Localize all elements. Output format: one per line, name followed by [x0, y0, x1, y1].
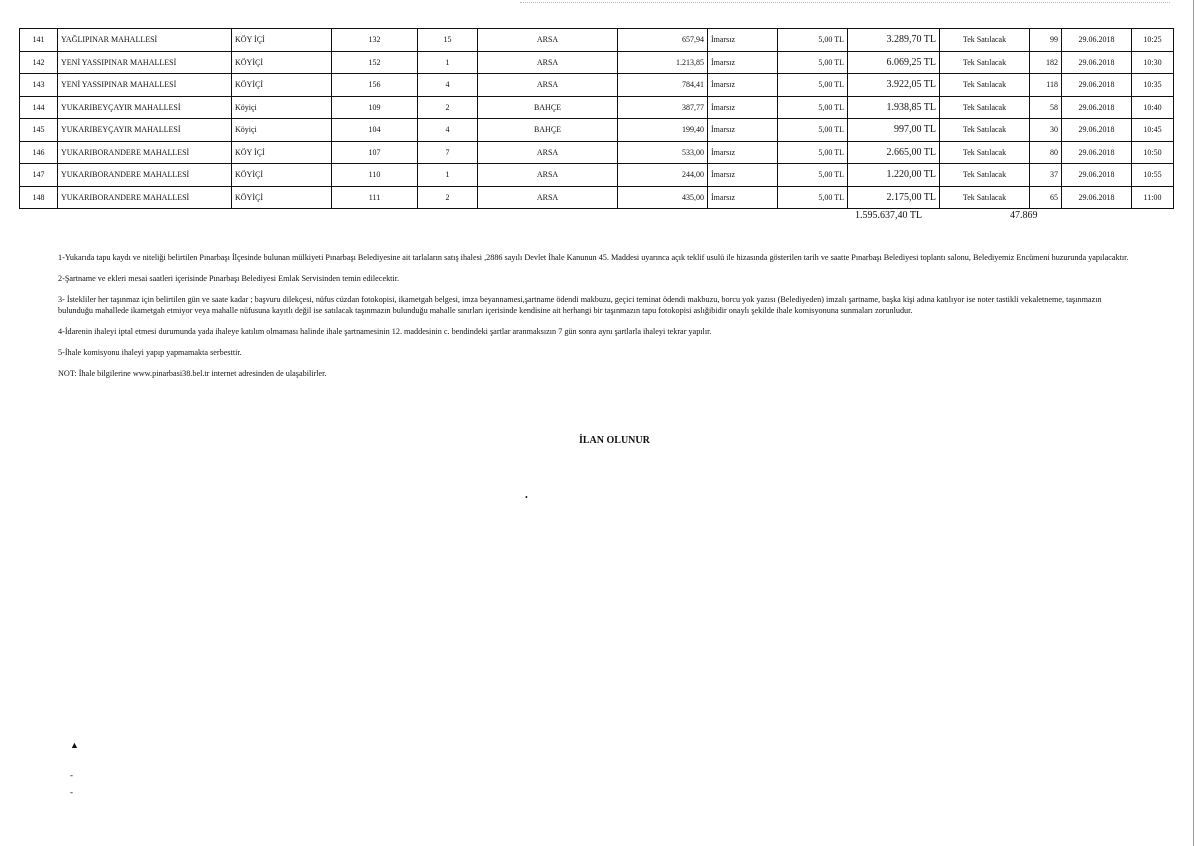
cell-area: 1.213,85 [618, 51, 708, 74]
cell-parcel-no: 2 [418, 96, 478, 119]
cell-zoning-status: İmarsız [708, 74, 778, 97]
cell-parcel-no: 15 [418, 29, 478, 52]
cell-area: 435,00 [618, 186, 708, 209]
cell-block-no: 109 [332, 96, 418, 119]
cell-area: 199,40 [618, 119, 708, 142]
cell-estimated-price: 3.289,70 TL [848, 29, 940, 52]
cell-area: 784,41 [618, 74, 708, 97]
cell-property-type: ARSA [478, 74, 618, 97]
cell-unit-price: 5,00 TL [778, 29, 848, 52]
cell-neighborhood: YAĞLIPINAR MAHALLESİ [58, 29, 232, 52]
cell-zoning-status: İmarsız [708, 164, 778, 187]
cell-zoning-status: İmarsız [708, 119, 778, 142]
cell-unit-price: 5,00 TL [778, 74, 848, 97]
triangle-mark-icon: ▲ [70, 740, 79, 750]
cell-block-no: 107 [332, 141, 418, 164]
cell-auction-date: 29.06.2018 [1062, 164, 1132, 187]
cell-location-type: KÖY İÇİ [232, 29, 332, 52]
cell-zoning-status: İmarsız [708, 186, 778, 209]
cell-zoning-status: İmarsız [708, 29, 778, 52]
note-1: 1-Yukarıda tapu kaydı ve niteliği belirtilen Pınarbaşı İlçesinde bulunan mülkiyeti Pınarbaşı Belediyesine ait tarlaların satış ihalesi ,2886 sayılı Devlet İhale Kanunun 45. Maddesi uyarınca açık teklif usulü ile hizasında gösterilen tarih ve saatte Pınarbaşı Belediyesi toplantı salonu, Belediyemiz Encümeni huzurunda yapılacaktır. [58, 253, 1129, 262]
cell-auction-time: 10:35 [1132, 74, 1174, 97]
cell-location-type: Köyiçi [232, 96, 332, 119]
cell-sale-type: Tek Satılacak [940, 119, 1030, 142]
closing-heading: İLAN OLUNUR [579, 435, 650, 446]
table-row [20, 29, 1174, 52]
cell-auction-date: 29.06.2018 [1062, 74, 1132, 97]
cell-auction-date: 29.06.2018 [1062, 51, 1132, 74]
cell-auction-time: 10:30 [1132, 51, 1174, 74]
cell-unit-price: 5,00 TL [778, 186, 848, 209]
cell-block-no: 132 [332, 29, 418, 52]
dash-mark-1: - [70, 770, 73, 780]
cell-location-type: KÖYİÇİ [232, 164, 332, 187]
cell-row-number: 146 [20, 141, 58, 164]
table-row [20, 96, 1174, 119]
cell-parcel-no: 2 [418, 186, 478, 209]
cell-block-no: 111 [332, 186, 418, 209]
cell-neighborhood: YUKARIBORANDERE MAHALLESİ [58, 186, 232, 209]
cell-estimated-price: 1.938,85 TL [848, 96, 940, 119]
cell-unit-price: 5,00 TL [778, 141, 848, 164]
note-3: 3- İstekliler her taşınmaz için belirtilen gün ve saate kadar ; başvuru dilekçesi, nüfus cüzdan fotokopisi, ikametgah belgesi, imza beyannamesi,şartname ödendi makbuzu, geçici teminat ödendi makbuzu, borcu yok yazısı (Belediyeden) imzalı şartname, başka kişi adına katılıyor ise noter tastikli vekaletneme, taşınmazın bulunduğu mahallede ikametgah etmiyor veya mahalle nüfusuna kayıtlı değil ise satılacak taşınmazın bulunduğu mahalle sınırları içerisinde kendisine ait herhangi bir taşınmazın tapu fotokopisi aslığibidir onaylı şekilde ihale komisyonuna sunmaları zorunludur. [58, 295, 1102, 315]
cell-sale-type: Tek Satılacak [940, 51, 1030, 74]
cell-location-type: KÖYİÇİ [232, 51, 332, 74]
cell-block-no: 110 [332, 164, 418, 187]
cell-auction-date: 29.06.2018 [1062, 186, 1132, 209]
cell-auction-time: 11:00 [1132, 186, 1174, 209]
cell-block-no: 152 [332, 51, 418, 74]
note-5: 5-İhale komisyonu ihaleyi yapıp yapmamakta serbesttir. [58, 348, 242, 357]
cell-area: 533,00 [618, 141, 708, 164]
cell-sale-type: Tek Satılacak [940, 164, 1030, 187]
cell-property-type: ARSA [478, 29, 618, 52]
property-auction-table [19, 28, 1174, 209]
cell-neighborhood: YUKARIBORANDERE MAHALLESİ [58, 141, 232, 164]
cell-neighborhood: YUKARIBEYÇAYIR MAHALLESİ [58, 119, 232, 142]
cell-row-number: 148 [20, 186, 58, 209]
cell-auction-time: 10:45 [1132, 119, 1174, 142]
table-row [20, 141, 1174, 164]
cell-auction-date: 29.06.2018 [1062, 119, 1132, 142]
page-edge-line [1193, 0, 1194, 846]
cell-deposit: 58 [1030, 96, 1062, 119]
table-body [20, 29, 1174, 209]
cell-estimated-price: 2.175,00 TL [848, 186, 940, 209]
note-website: NOT: İhale bilgilerine www.pinarbasi38.bel.tr internet adresinden de ulaşabilirler. [58, 369, 327, 378]
cell-property-type: BAHÇE [478, 119, 618, 142]
stray-dot-mark: • [525, 493, 528, 502]
table-row [20, 51, 1174, 74]
cell-property-type: ARSA [478, 186, 618, 209]
cell-row-number: 145 [20, 119, 58, 142]
cell-zoning-status: İmarsız [708, 141, 778, 164]
cell-property-type: ARSA [478, 51, 618, 74]
cell-sale-type: Tek Satılacak [940, 74, 1030, 97]
auction-notes [58, 252, 1138, 389]
cell-auction-date: 29.06.2018 [1062, 29, 1132, 52]
dash-mark-2: - [70, 787, 73, 797]
cell-parcel-no: 7 [418, 141, 478, 164]
note-2: 2-Şartname ve ekleri mesai saatleri içerisinde Pınarbaşı Belediyesi Emlak Servisinden temin edilecektir. [58, 274, 400, 283]
cell-neighborhood: YUKARIBEYÇAYIR MAHALLESİ [58, 96, 232, 119]
cell-deposit: 30 [1030, 119, 1062, 142]
cell-row-number: 141 [20, 29, 58, 52]
cell-sale-type: Tek Satılacak [940, 96, 1030, 119]
cell-sale-type: Tek Satılacak [940, 186, 1030, 209]
table-row [20, 164, 1174, 187]
cell-unit-price: 5,00 TL [778, 164, 848, 187]
cell-deposit: 80 [1030, 141, 1062, 164]
cell-property-type: ARSA [478, 164, 618, 187]
cell-auction-date: 29.06.2018 [1062, 96, 1132, 119]
cell-estimated-price: 1.220,00 TL [848, 164, 940, 187]
cell-auction-time: 10:40 [1132, 96, 1174, 119]
cell-deposit: 65 [1030, 186, 1062, 209]
cell-location-type: KÖYİÇİ [232, 186, 332, 209]
cell-neighborhood: YENİ YASSIPINAR MAHALLESİ [58, 51, 232, 74]
cell-deposit: 37 [1030, 164, 1062, 187]
total-price: 1.595.637,40 TL [855, 210, 923, 221]
cell-sale-type: Tek Satılacak [940, 29, 1030, 52]
cell-unit-price: 5,00 TL [778, 96, 848, 119]
note-4: 4-İdarenin ihaleyi iptal etmesi durumunda yada ihaleye katılım olmaması halinde ihale şartnamesinin 12. maddesinin c. bendindeki şartlar aranmaksızın 7 gün sonra aynı şartlarla ihaleyi tekrar yapılır. [58, 327, 712, 336]
cell-row-number: 142 [20, 51, 58, 74]
cell-location-type: KÖYİÇİ [232, 74, 332, 97]
table-row [20, 186, 1174, 209]
cell-neighborhood: YENİ YASSIPINAR MAHALLESİ [58, 74, 232, 97]
cell-parcel-no: 1 [418, 164, 478, 187]
cell-area: 244,00 [618, 164, 708, 187]
table-row [20, 119, 1174, 142]
cell-area: 387,77 [618, 96, 708, 119]
cell-auction-time: 10:55 [1132, 164, 1174, 187]
cell-unit-price: 5,00 TL [778, 119, 848, 142]
cell-zoning-status: İmarsız [708, 51, 778, 74]
cell-block-no: 104 [332, 119, 418, 142]
cell-deposit: 182 [1030, 51, 1062, 74]
cell-row-number: 147 [20, 164, 58, 187]
cell-property-type: ARSA [478, 141, 618, 164]
cell-auction-time: 10:50 [1132, 141, 1174, 164]
cell-zoning-status: İmarsız [708, 96, 778, 119]
total-deposit: 47.869 [1010, 210, 1038, 221]
cell-estimated-price: 997,00 TL [848, 119, 940, 142]
cell-auction-time: 10:25 [1132, 29, 1174, 52]
cell-deposit: 118 [1030, 74, 1062, 97]
cell-row-number: 143 [20, 74, 58, 97]
cell-neighborhood: YUKARIBORANDERE MAHALLESİ [58, 164, 232, 187]
cell-area: 657,94 [618, 29, 708, 52]
cell-estimated-price: 2.665,00 TL [848, 141, 940, 164]
cell-block-no: 156 [332, 74, 418, 97]
page-top-dotted-line [520, 2, 1170, 3]
cell-parcel-no: 4 [418, 119, 478, 142]
cell-parcel-no: 1 [418, 51, 478, 74]
cell-location-type: KÖY İÇİ [232, 141, 332, 164]
cell-location-type: Köyiçi [232, 119, 332, 142]
cell-property-type: BAHÇE [478, 96, 618, 119]
cell-row-number: 144 [20, 96, 58, 119]
cell-deposit: 99 [1030, 29, 1062, 52]
cell-estimated-price: 6.069,25 TL [848, 51, 940, 74]
cell-auction-date: 29.06.2018 [1062, 141, 1132, 164]
cell-unit-price: 5,00 TL [778, 51, 848, 74]
cell-parcel-no: 4 [418, 74, 478, 97]
table-row [20, 74, 1174, 97]
cell-estimated-price: 3.922,05 TL [848, 74, 940, 97]
cell-sale-type: Tek Satılacak [940, 141, 1030, 164]
